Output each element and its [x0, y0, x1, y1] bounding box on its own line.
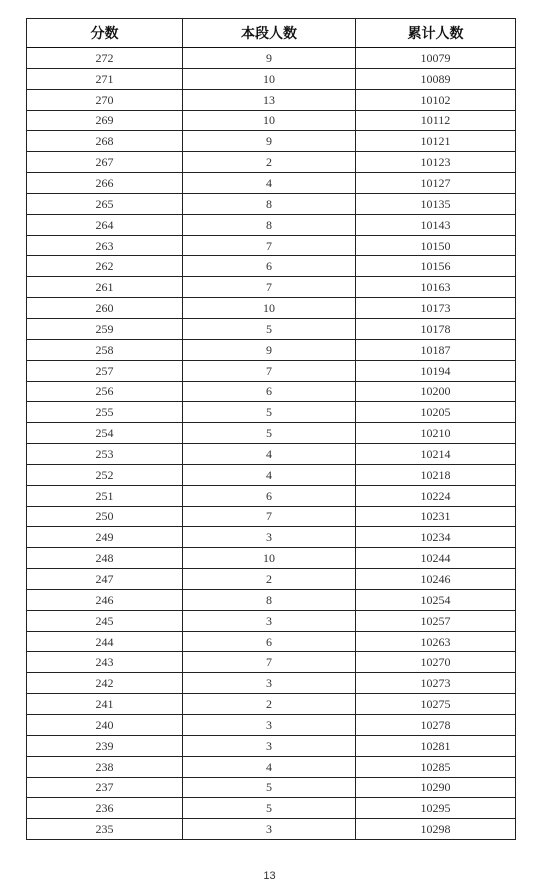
table-row [27, 360, 516, 381]
cell-score: 254 [27, 423, 183, 444]
table-row [27, 339, 516, 360]
cell-cumulative-count: 10244 [356, 548, 516, 569]
column-header-segment-count: 本段人数 [183, 19, 356, 48]
table-row [27, 131, 516, 152]
table-row [27, 193, 516, 214]
cell-cumulative-count: 10275 [356, 694, 516, 715]
cell-segment-count: 5 [183, 777, 356, 798]
cell-segment-count: 9 [183, 131, 356, 152]
header-row [27, 19, 516, 48]
cell-score: 247 [27, 569, 183, 590]
table-row [27, 798, 516, 819]
table-row [27, 173, 516, 194]
cell-segment-count: 3 [183, 735, 356, 756]
table-row [27, 298, 516, 319]
cell-cumulative-count: 10102 [356, 89, 516, 110]
cell-segment-count: 10 [183, 298, 356, 319]
cell-segment-count: 3 [183, 527, 356, 548]
table-row [27, 652, 516, 673]
cell-score: 250 [27, 506, 183, 527]
table-row [27, 610, 516, 631]
table-row [27, 235, 516, 256]
page-number: 13 [263, 870, 276, 882]
table-row [27, 506, 516, 527]
table-row [27, 715, 516, 736]
cell-cumulative-count: 10123 [356, 152, 516, 173]
cell-score: 253 [27, 444, 183, 465]
cell-score: 262 [27, 256, 183, 277]
cell-score: 265 [27, 193, 183, 214]
cell-segment-count: 6 [183, 381, 356, 402]
table-header [27, 19, 516, 48]
cell-cumulative-count: 10200 [356, 381, 516, 402]
cell-segment-count: 10 [183, 68, 356, 89]
table-row [27, 277, 516, 298]
table-row [27, 569, 516, 590]
cell-score: 268 [27, 131, 183, 152]
cell-segment-count: 10 [183, 548, 356, 569]
table-row [27, 464, 516, 485]
cell-cumulative-count: 10281 [356, 735, 516, 756]
cell-cumulative-count: 10163 [356, 277, 516, 298]
cell-segment-count: 7 [183, 652, 356, 673]
table-row [27, 485, 516, 506]
cell-segment-count: 4 [183, 444, 356, 465]
column-header-score: 分数 [27, 19, 183, 48]
cell-cumulative-count: 10214 [356, 444, 516, 465]
cell-score: 242 [27, 673, 183, 694]
cell-score: 267 [27, 152, 183, 173]
cell-segment-count: 8 [183, 589, 356, 610]
cell-cumulative-count: 10278 [356, 715, 516, 736]
cell-score: 244 [27, 631, 183, 652]
cell-cumulative-count: 10173 [356, 298, 516, 319]
table-row [27, 631, 516, 652]
cell-segment-count: 7 [183, 235, 356, 256]
cell-cumulative-count: 10218 [356, 464, 516, 485]
cell-segment-count: 13 [183, 89, 356, 110]
cell-score: 240 [27, 715, 183, 736]
cell-segment-count: 10 [183, 110, 356, 131]
cell-score: 251 [27, 485, 183, 506]
cell-cumulative-count: 10246 [356, 569, 516, 590]
cell-score: 258 [27, 339, 183, 360]
table-row [27, 381, 516, 402]
cell-segment-count: 3 [183, 819, 356, 840]
cell-score: 266 [27, 173, 183, 194]
cell-segment-count: 5 [183, 423, 356, 444]
cell-cumulative-count: 10112 [356, 110, 516, 131]
cell-score: 243 [27, 652, 183, 673]
cell-segment-count: 4 [183, 756, 356, 777]
cell-score: 237 [27, 777, 183, 798]
cell-score: 260 [27, 298, 183, 319]
table-row [27, 256, 516, 277]
cell-cumulative-count: 10135 [356, 193, 516, 214]
cell-segment-count: 4 [183, 464, 356, 485]
cell-segment-count: 4 [183, 173, 356, 194]
cell-score: 257 [27, 360, 183, 381]
cell-score: 248 [27, 548, 183, 569]
cell-segment-count: 3 [183, 715, 356, 736]
cell-cumulative-count: 10079 [356, 48, 516, 69]
cell-score: 255 [27, 402, 183, 423]
table-row [27, 589, 516, 610]
table-body [27, 48, 516, 840]
table-row [27, 214, 516, 235]
cell-segment-count: 6 [183, 256, 356, 277]
cell-cumulative-count: 10205 [356, 402, 516, 423]
cell-cumulative-count: 10263 [356, 631, 516, 652]
cell-score: 249 [27, 527, 183, 548]
cell-score: 245 [27, 610, 183, 631]
cell-segment-count: 3 [183, 673, 356, 694]
cell-cumulative-count: 10290 [356, 777, 516, 798]
cell-segment-count: 6 [183, 631, 356, 652]
cell-cumulative-count: 10254 [356, 589, 516, 610]
cell-cumulative-count: 10143 [356, 214, 516, 235]
cell-score: 238 [27, 756, 183, 777]
table-row [27, 318, 516, 339]
table-row [27, 673, 516, 694]
cell-score: 269 [27, 110, 183, 131]
cell-score: 256 [27, 381, 183, 402]
column-header-cumulative-count: 累计人数 [356, 19, 516, 48]
table-row [27, 444, 516, 465]
table-row [27, 819, 516, 840]
cell-score: 264 [27, 214, 183, 235]
cell-score: 239 [27, 735, 183, 756]
table-row [27, 735, 516, 756]
cell-segment-count: 7 [183, 506, 356, 527]
table-row [27, 777, 516, 798]
table-row [27, 548, 516, 569]
cell-cumulative-count: 10121 [356, 131, 516, 152]
cell-cumulative-count: 10127 [356, 173, 516, 194]
cell-score: 252 [27, 464, 183, 485]
table-row [27, 68, 516, 89]
table-row [27, 152, 516, 173]
cell-cumulative-count: 10178 [356, 318, 516, 339]
table-row [27, 48, 516, 69]
table-row [27, 110, 516, 131]
table-row [27, 756, 516, 777]
cell-cumulative-count: 10089 [356, 68, 516, 89]
cell-segment-count: 2 [183, 152, 356, 173]
cell-segment-count: 7 [183, 277, 356, 298]
cell-score: 271 [27, 68, 183, 89]
cell-segment-count: 9 [183, 48, 356, 69]
cell-cumulative-count: 10285 [356, 756, 516, 777]
cell-cumulative-count: 10210 [356, 423, 516, 444]
cell-score: 270 [27, 89, 183, 110]
cell-segment-count: 8 [183, 214, 356, 235]
cell-score: 241 [27, 694, 183, 715]
cell-score: 235 [27, 819, 183, 840]
cell-segment-count: 8 [183, 193, 356, 214]
cell-score: 236 [27, 798, 183, 819]
cell-segment-count: 9 [183, 339, 356, 360]
cell-score: 259 [27, 318, 183, 339]
table-row [27, 694, 516, 715]
cell-cumulative-count: 10295 [356, 798, 516, 819]
cell-cumulative-count: 10234 [356, 527, 516, 548]
table-row [27, 527, 516, 548]
cell-cumulative-count: 10231 [356, 506, 516, 527]
cell-segment-count: 2 [183, 694, 356, 715]
cell-segment-count: 3 [183, 610, 356, 631]
table-row [27, 423, 516, 444]
cell-score: 263 [27, 235, 183, 256]
table-row [27, 89, 516, 110]
cell-segment-count: 5 [183, 318, 356, 339]
cell-segment-count: 6 [183, 485, 356, 506]
cell-cumulative-count: 10150 [356, 235, 516, 256]
cell-score: 272 [27, 48, 183, 69]
cell-cumulative-count: 10187 [356, 339, 516, 360]
cell-cumulative-count: 10156 [356, 256, 516, 277]
cell-cumulative-count: 10257 [356, 610, 516, 631]
score-distribution-table [26, 18, 516, 840]
cell-segment-count: 2 [183, 569, 356, 590]
cell-cumulative-count: 10270 [356, 652, 516, 673]
cell-score: 261 [27, 277, 183, 298]
cell-segment-count: 7 [183, 360, 356, 381]
cell-score: 246 [27, 589, 183, 610]
table-row [27, 402, 516, 423]
cell-cumulative-count: 10273 [356, 673, 516, 694]
cell-segment-count: 5 [183, 402, 356, 423]
cell-cumulative-count: 10224 [356, 485, 516, 506]
cell-segment-count: 5 [183, 798, 356, 819]
cell-cumulative-count: 10298 [356, 819, 516, 840]
cell-cumulative-count: 10194 [356, 360, 516, 381]
